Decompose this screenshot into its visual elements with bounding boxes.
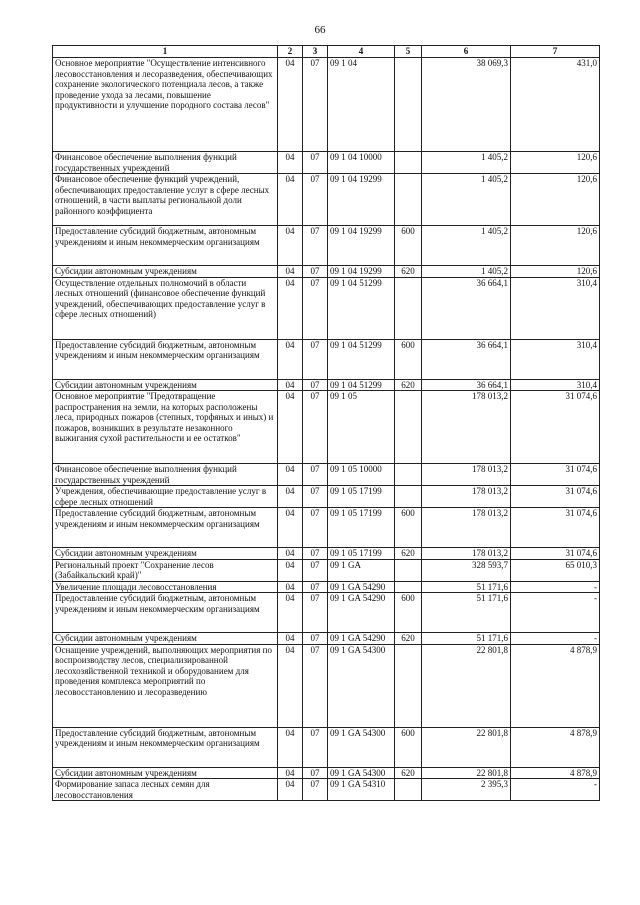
row-expense-type: 600 [395,727,422,767]
row-amount-total: 22 801,8 [422,767,511,779]
row-section: 04 [278,277,303,339]
row-subsection: 07 [303,559,328,581]
table-row [53,581,600,593]
row-name: Предоставление субсидий бюджетным, автономным учреждениям и иным некоммерческим организациям [53,508,278,548]
row-section: 04 [278,779,303,801]
table-row [53,559,600,581]
row-section: 04 [278,559,303,581]
row-amount-total: 1 405,2 [422,266,511,278]
row-section: 04 [278,581,303,593]
row-amount-federal: - [511,593,600,633]
row-section: 04 [278,391,303,464]
row-amount-total: 38 069,3 [422,58,511,152]
row-target-code: 09 1 GA 54310 [328,779,395,801]
row-name: Субсидии автономным учреждениям [53,379,278,391]
table-row [53,391,600,464]
row-name: Финансовое обеспечение выполнения функций государственных учреждений [53,152,278,174]
table-row [53,464,600,486]
row-section: 04 [278,266,303,278]
row-section: 04 [278,633,303,645]
row-subsection: 07 [303,174,328,226]
row-target-code: 09 1 GA 54300 [328,727,395,767]
row-amount-total: 36 664,1 [422,277,511,339]
table-row [53,548,600,560]
row-section: 04 [278,379,303,391]
row-amount-total: 36 664,1 [422,339,511,379]
row-target-code: 09 1 04 10000 [328,152,395,174]
table-row [53,727,600,767]
row-amount-federal: 120,6 [511,152,600,174]
row-section: 04 [278,152,303,174]
row-subsection: 07 [303,266,328,278]
table-row [53,174,600,226]
row-name: Предоставление субсидий бюджетным, автономным учреждениям и иным некоммерческим организациям [53,226,278,266]
row-section: 04 [278,767,303,779]
row-subsection: 07 [303,152,328,174]
row-amount-total: 328 593,7 [422,559,511,581]
row-name: Финансовое обеспечение выполнения функций государственных учреждений [53,464,278,486]
row-amount-total: 1 405,2 [422,174,511,226]
row-target-code: 09 1 04 51299 [328,379,395,391]
row-subsection: 07 [303,464,328,486]
row-expense-type [395,779,422,801]
row-subsection: 07 [303,58,328,152]
row-section: 04 [278,58,303,152]
row-amount-federal: 4 878,9 [511,644,600,727]
row-amount-total: 1 405,2 [422,152,511,174]
row-amount-total: 36 664,1 [422,379,511,391]
row-subsection: 07 [303,767,328,779]
row-amount-total: 178 013,2 [422,486,511,508]
row-name: Предоставление субсидий бюджетным, автономным учреждениям и иным некоммерческим организациям [53,593,278,633]
row-name: Оснащение учреждений, выполняющих мероприятия по воспроизводству лесов, специализированной лесохозяйственной техникой и оборудованием для проведения комплекса мероприятий по лесовосстановлению и лесоразведению [53,644,278,727]
row-subsection: 07 [303,581,328,593]
row-expense-type [395,152,422,174]
row-section: 04 [278,339,303,379]
row-amount-federal: 120,6 [511,266,600,278]
row-section: 04 [278,593,303,633]
row-amount-total: 22 801,8 [422,727,511,767]
row-name: Субсидии автономным учреждениям [53,266,278,278]
row-subsection: 07 [303,727,328,767]
row-amount-federal: 31 074,6 [511,464,600,486]
row-amount-federal: 4 878,9 [511,767,600,779]
row-name: Региональный проект "Сохранение лесов (Забайкальский край)" [53,559,278,581]
row-subsection: 07 [303,339,328,379]
row-subsection: 07 [303,644,328,727]
row-subsection: 07 [303,379,328,391]
row-subsection: 07 [303,779,328,801]
row-amount-total: 51 171,6 [422,633,511,645]
row-expense-type [395,277,422,339]
table-row [53,379,600,391]
row-expense-type: 620 [395,633,422,645]
row-target-code: 09 1 05 17199 [328,508,395,548]
row-section: 04 [278,644,303,727]
table-row [53,226,600,266]
row-expense-type [395,174,422,226]
row-subsection: 07 [303,226,328,266]
row-expense-type [395,644,422,727]
row-expense-type: 600 [395,339,422,379]
row-target-code: 09 1 04 19299 [328,174,395,226]
row-name: Осуществление отдельных полномочий в области лесных отношений (финансовое обеспечение функций учреждений, обеспечивающих предоставление услуг в сфере лесных отношений) [53,277,278,339]
row-amount-total: 178 013,2 [422,464,511,486]
row-amount-federal: 310,4 [511,339,600,379]
row-expense-type [395,391,422,464]
row-amount-total: 178 013,2 [422,391,511,464]
row-section: 04 [278,174,303,226]
row-amount-total: 51 171,6 [422,593,511,633]
row-amount-federal: 65 010,3 [511,559,600,581]
row-subsection: 07 [303,391,328,464]
row-name: Субсидии автономным учреждениям [53,548,278,560]
row-expense-type: 620 [395,767,422,779]
row-target-code: 09 1 GA 54300 [328,767,395,779]
row-amount-total: 178 013,2 [422,548,511,560]
row-target-code: 09 1 04 [328,58,395,152]
row-amount-federal: 431,0 [511,58,600,152]
row-expense-type [395,58,422,152]
row-name: Увеличение площади лесовосстановления [53,581,278,593]
row-target-code: 09 1 GA 54300 [328,644,395,727]
row-amount-federal: 31 074,6 [511,548,600,560]
row-section: 04 [278,508,303,548]
row-expense-type [395,486,422,508]
row-expense-type: 600 [395,593,422,633]
row-expense-type: 600 [395,508,422,548]
table-row [53,593,600,633]
row-amount-total: 51 171,6 [422,581,511,593]
row-amount-federal: 31 074,6 [511,508,600,548]
table-row [53,339,600,379]
row-name: Субсидии автономным учреждениям [53,633,278,645]
row-subsection: 07 [303,548,328,560]
row-section: 04 [278,226,303,266]
header-col-4: 4 [328,46,395,58]
row-section: 04 [278,548,303,560]
row-amount-federal: 120,6 [511,226,600,266]
row-target-code: 09 1 GA 54290 [328,581,395,593]
table-row [53,644,600,727]
row-target-code: 09 1 05 17199 [328,548,395,560]
row-name: Предоставление субсидий бюджетным, автономным учреждениям и иным некоммерческим организациям [53,339,278,379]
header-col-7: 7 [511,46,600,58]
row-expense-type: 620 [395,548,422,560]
table-row [53,779,600,801]
table-row [53,277,600,339]
row-amount-total: 1 405,2 [422,226,511,266]
header-col-6: 6 [422,46,511,58]
row-amount-federal: - [511,779,600,801]
row-section: 04 [278,486,303,508]
table-row [53,266,600,278]
row-amount-federal: 120,6 [511,174,600,226]
budget-table [52,45,600,801]
row-target-code: 09 1 GA 54290 [328,633,395,645]
header-col-1: 1 [53,46,278,58]
row-amount-federal: 310,4 [511,277,600,339]
row-amount-federal: - [511,581,600,593]
header-row [53,46,600,58]
row-target-code: 09 1 04 19299 [328,266,395,278]
row-amount-federal: - [511,633,600,645]
row-amount-federal: 310,4 [511,379,600,391]
table-row [53,633,600,645]
row-name: Основное мероприятие "Осуществление интенсивного лесовосстановления и лесоразведения, обеспечивающих сохранение экологического потенциала лесов, а также проведение ухода за лесами, повышение продуктивности и улучшение породного состава лесов" [53,58,278,152]
row-amount-total: 2 395,3 [422,779,511,801]
row-target-code: 09 1 04 51299 [328,339,395,379]
row-name: Субсидии автономным учреждениям [53,767,278,779]
row-name: Формирование запаса лесных семян для лесовосстановления [53,779,278,801]
row-amount-total: 178 013,2 [422,508,511,548]
row-name: Основное мероприятие "Предотвращение распространения на земли, на которых расположены леса, природных пожаров (степных, торфяных и иных) и пожаров, возникших в результате незаконного выжигания сухой растительности и ее остатков" [53,391,278,464]
row-expense-type [395,464,422,486]
row-expense-type [395,581,422,593]
row-target-code: 09 1 04 19299 [328,226,395,266]
table-row [53,767,600,779]
row-target-code: 09 1 GA 54290 [328,593,395,633]
row-name: Финансовое обеспечение функций учреждений, обеспечивающих предоставление услуг в сфере лесных отношений, в части выплаты региональной доли районного коэффициента [53,174,278,226]
row-subsection: 07 [303,277,328,339]
row-target-code: 09 1 05 10000 [328,464,395,486]
row-amount-total: 22 801,8 [422,644,511,727]
row-amount-federal: 31 074,6 [511,486,600,508]
row-subsection: 07 [303,508,328,548]
row-amount-federal: 31 074,6 [511,391,600,464]
row-expense-type: 600 [395,226,422,266]
table-row [53,508,600,548]
row-target-code: 09 1 05 17199 [328,486,395,508]
row-target-code: 09 1 04 51299 [328,277,395,339]
row-section: 04 [278,727,303,767]
row-expense-type [395,559,422,581]
row-amount-federal: 4 878,9 [511,727,600,767]
row-subsection: 07 [303,633,328,645]
row-target-code: 09 1 GA [328,559,395,581]
page-number: 66 [314,24,326,36]
header-col-5: 5 [395,46,422,58]
table-row [53,152,600,174]
row-expense-type: 620 [395,266,422,278]
row-subsection: 07 [303,486,328,508]
row-name: Учреждения, обеспечивающие предоставление услуг в сфере лесных отношений [53,486,278,508]
row-name: Предоставление субсидий бюджетным, автономным учреждениям и иным некоммерческим организациям [53,727,278,767]
row-target-code: 09 1 05 [328,391,395,464]
table-row [53,58,600,152]
header-col-3: 3 [303,46,328,58]
table-row [53,486,600,508]
row-section: 04 [278,464,303,486]
header-col-2: 2 [278,46,303,58]
row-subsection: 07 [303,593,328,633]
row-expense-type: 620 [395,379,422,391]
